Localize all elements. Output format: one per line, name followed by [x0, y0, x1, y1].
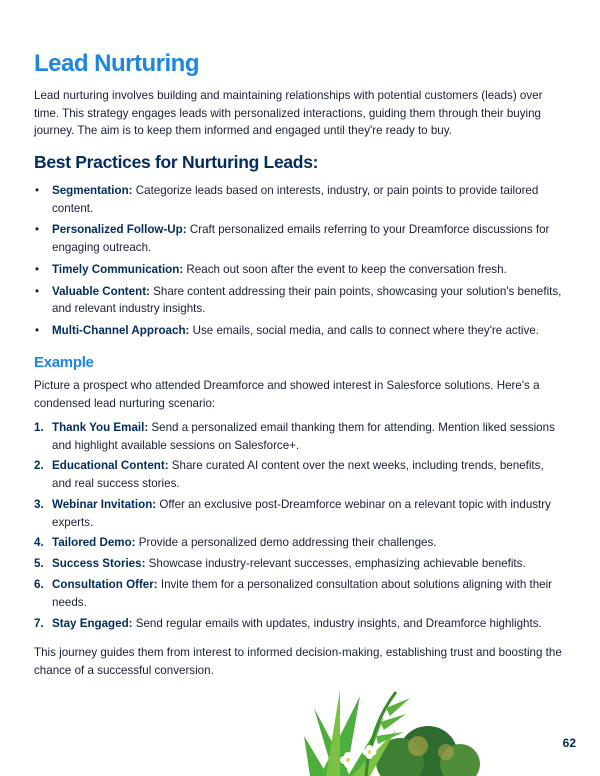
- list-item: [34, 419, 566, 454]
- list-item: [34, 615, 566, 633]
- intro-paragraph: Lead nurturing involves building and maintaining relationships with potential customers (leads) over time. This strategy engages leads with personalized interactions, guiding them through their buying journey. The aim is to keep them informed and engaged until they're ready to buy.: [34, 89, 543, 138]
- item-label: Segmentation:: [52, 184, 133, 197]
- list-item: [34, 322, 566, 340]
- item-label: Personalized Follow-Up:: [52, 223, 187, 237]
- step-text: Provide a personalized demo addressing their challenges.: [135, 536, 437, 550]
- step-number: 3.: [34, 497, 44, 511]
- closing-paragraph: This journey guides them from interest to informed decision-making, establishing trust and boosting the chance of a successful conversion.: [34, 646, 562, 677]
- example-intro: Picture a prospect who attended Dreamforce and showed interest in Salesforce solutions. Here's a condensed lead nurturing scenario:: [34, 379, 540, 410]
- flower-center: [368, 750, 372, 754]
- list-item: [34, 457, 566, 492]
- list-item: [34, 283, 566, 318]
- list-item: [34, 534, 566, 552]
- step-label: Tailored Demo:: [52, 536, 136, 550]
- foliage-illustration-icon: [300, 686, 490, 776]
- step-text: Share curated AI content over the next weeks, including trends, benefits, and real success stories.: [52, 459, 544, 491]
- item-text: Share content addressing their pain points, showcasing your solution's benefits, and relevant industry insights.: [52, 284, 562, 316]
- step-label: Stay Engaged:: [52, 616, 133, 630]
- example-steps-list: [34, 419, 566, 636]
- example-heading: Example: [34, 354, 94, 371]
- item-text: Use emails, social media, and calls to connect where they're active.: [189, 324, 539, 338]
- step-number: 7.: [34, 616, 44, 630]
- step-number: 5.: [34, 557, 44, 571]
- list-item: [34, 261, 566, 279]
- item-label: Multi-Channel Approach:: [52, 324, 190, 338]
- item-text: Reach out soon after the event to keep the conversation fresh.: [183, 262, 507, 276]
- list-item: [34, 576, 566, 611]
- step-text: Invite them for a personalized consultation about solutions aligning with their needs.: [52, 578, 553, 609]
- step-number: 1.: [34, 421, 44, 434]
- page-title: Lead Nurturing: [34, 50, 199, 77]
- item-label: Valuable Content:: [52, 284, 150, 298]
- step-number: 2.: [34, 459, 44, 473]
- list-item: [34, 182, 566, 217]
- step-text: Showcase industry-relevant successes, emphasizing achievable benefits.: [145, 557, 526, 571]
- step-text: Offer an exclusive post-Dreamforce webinar on a relevant topic with industry experts.: [52, 497, 551, 529]
- item-text: Craft personalized emails referring to your Dreamforce discussions for engaging outreach.: [52, 223, 550, 255]
- step-label: Educational Content:: [52, 459, 169, 473]
- list-item: [34, 555, 566, 573]
- page-number: 62: [562, 736, 576, 750]
- best-practices-list: [34, 182, 566, 344]
- step-label: Thank You Email:: [52, 421, 149, 434]
- list-item: [34, 496, 566, 531]
- shrub-spot: [438, 744, 454, 760]
- step-label: Webinar Invitation:: [52, 497, 157, 511]
- step-number: 4.: [34, 536, 44, 550]
- step-number: 6.: [34, 578, 44, 592]
- step-text: Send a personalized email thanking them for attending. Mention liked sessions and highlight available sessions on Salesforce+.: [52, 421, 555, 452]
- step-label: Consultation Offer:: [52, 578, 158, 592]
- flower-center: [346, 758, 350, 762]
- list-item: [34, 221, 566, 256]
- item-label: Timely Communication:: [52, 262, 184, 276]
- item-text: Categorize leads based on interests, industry, or pain points to provide tailored content.: [52, 184, 539, 215]
- best-practices-heading: Best Practices for Nurturing Leads:: [34, 152, 319, 172]
- shrub-spot: [408, 736, 428, 756]
- step-text: Send regular emails with updates, industry insights, and Dreamforce highlights.: [132, 616, 542, 630]
- step-label: Success Stories:: [52, 557, 146, 571]
